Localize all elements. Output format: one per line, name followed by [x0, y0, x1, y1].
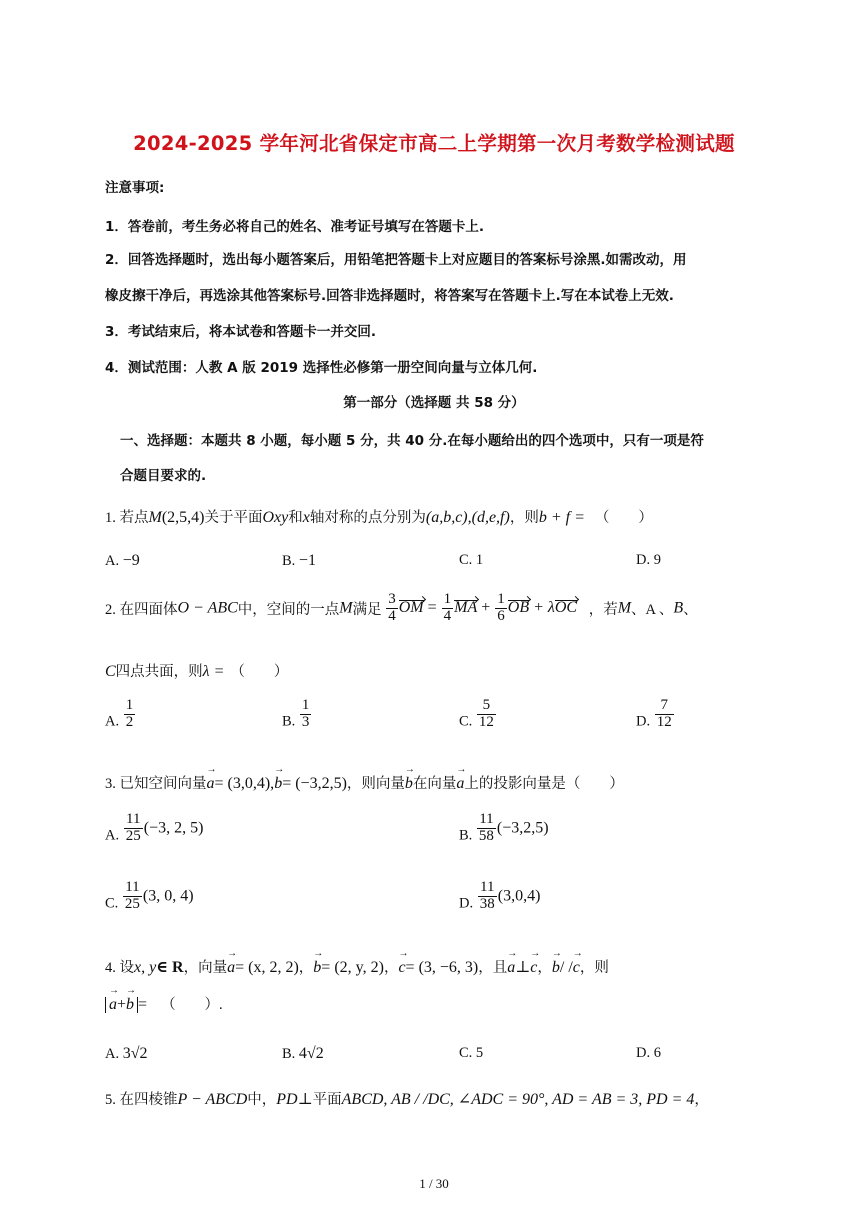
- q1-text: 1. 若点: [105, 510, 149, 526]
- numerator: 11: [477, 812, 496, 829]
- vector-a: → a: [507, 959, 515, 977]
- q1-text: （ ）: [594, 510, 653, 526]
- option-value: −1: [298, 552, 316, 569]
- q4-option-b[interactable]: [282, 1045, 324, 1063]
- q4-text: （ ）.: [161, 997, 223, 1013]
- denominator: 4: [388, 607, 396, 624]
- option-label: C.: [459, 552, 473, 568]
- q3-option-a[interactable]: [105, 812, 203, 845]
- q4-option-d[interactable]: [636, 1045, 661, 1062]
- q4-text: ，则: [579, 960, 609, 976]
- option-label: D.: [636, 1045, 651, 1061]
- section-instruction-cont: 合题目要求的.: [120, 468, 207, 484]
- vector-oc: OC: [554, 598, 578, 616]
- q1-math: M: [148, 509, 162, 526]
- q2-text: 四点共面，则: [115, 664, 203, 680]
- q2-math: O − ABC: [177, 599, 238, 617]
- q2-math: M: [339, 599, 353, 617]
- notice-item-1: 1．答卷前，考生务必将自己的姓名、准考证号填写在答题卡上.: [105, 219, 485, 235]
- q4-math: ∈ R: [156, 959, 184, 976]
- q2-option-c[interactable]: [459, 698, 497, 731]
- question-4-cont: [105, 993, 223, 1014]
- plus-lambda: + λ: [533, 598, 555, 616]
- denominator: 12: [656, 713, 672, 730]
- equals-sign: =: [138, 996, 148, 1013]
- q5-math: ABCD, AB / /DC, ∠ADC = 90°, AD = AB = 3, PD = 4: [341, 1091, 695, 1108]
- notice-heading: 注意事项:: [105, 180, 165, 196]
- q5-text: 5. 在四棱锥: [105, 1092, 178, 1108]
- option-value: (3,0,4): [497, 887, 541, 905]
- q4-text: ，: [537, 960, 552, 976]
- numerator: 1: [125, 697, 134, 713]
- q2-text: 2. 在四面体: [105, 601, 178, 618]
- option-value: (3, 0, 4): [142, 887, 194, 905]
- abs-value: [105, 997, 138, 1013]
- q1-option-c[interactable]: [459, 552, 483, 569]
- q2-math: M: [617, 599, 632, 617]
- equals-sign: =: [427, 598, 437, 616]
- q4-option-a[interactable]: [105, 1045, 148, 1063]
- q2-text: （ ）: [230, 664, 289, 680]
- q2-text: ，若: [588, 601, 618, 618]
- q1-math: (2,5,4): [161, 509, 205, 526]
- q5-text: ，: [694, 1092, 709, 1108]
- option-fraction: [655, 698, 674, 731]
- question-2-cont: [105, 660, 288, 681]
- option-label: B.: [282, 713, 296, 730]
- question-5: [105, 1088, 709, 1109]
- option-label: D.: [459, 895, 474, 912]
- option-value: 4√2: [298, 1045, 324, 1062]
- numerator: 1: [301, 697, 310, 713]
- option-value: −9: [122, 552, 140, 569]
- fraction: [386, 592, 398, 625]
- denominator: 6: [497, 607, 505, 624]
- option-value: 3√2: [122, 1045, 148, 1062]
- part-heading: 第一部分（选择题 共 58 分）: [343, 395, 525, 411]
- plus-sign: +: [481, 598, 491, 616]
- q1-text: 和: [288, 510, 303, 526]
- option-label: D.: [636, 713, 651, 730]
- denominator: 3: [301, 713, 310, 730]
- numerator: 3: [388, 591, 396, 607]
- option-label: B.: [282, 1046, 296, 1062]
- vector-b: → b: [126, 996, 134, 1014]
- q3-text: 3. 已知空间向量: [105, 776, 207, 792]
- parallel-symbol: / /: [559, 959, 573, 976]
- option-fraction: [123, 880, 142, 913]
- option-value: 5: [475, 1045, 484, 1061]
- q4-math: = (2, y, 2): [321, 959, 384, 976]
- option-fraction: [124, 698, 136, 731]
- q1-text: ，则: [509, 510, 539, 526]
- vector-a: → a: [227, 959, 235, 977]
- vector-a: → a: [456, 775, 464, 793]
- option-fraction: [124, 812, 143, 845]
- perp-symbol: ⊥: [297, 1091, 313, 1108]
- vector-c: → c: [530, 959, 537, 977]
- q4-option-c[interactable]: [459, 1045, 483, 1062]
- q4-text: ，: [298, 960, 314, 976]
- q3-option-d[interactable]: [459, 880, 540, 913]
- q3-option-c[interactable]: [105, 880, 194, 913]
- q3-text: 上的投影向量是（ ）: [464, 776, 624, 792]
- section-instruction: 一、选择题：本题共 8 小题，每小题 5 分，共 40 分.在每小题给出的四个选项中，只有一项是符: [120, 433, 704, 449]
- fraction: [442, 592, 454, 625]
- vector-c: → c: [573, 959, 580, 977]
- q1-math: (a,b,c),(d,e,f): [425, 509, 510, 526]
- question-2: [105, 592, 698, 625]
- q2-text: 满足: [352, 601, 382, 618]
- vector-b: → b: [313, 959, 321, 977]
- vector-a: → a: [109, 996, 117, 1014]
- option-label: A.: [105, 553, 120, 569]
- q2-equation: [385, 592, 577, 625]
- q2-text: 、A 、: [631, 601, 674, 618]
- vector-b: → b: [405, 775, 413, 793]
- perp-symbol: ⊥: [515, 959, 531, 976]
- question-4: [105, 956, 609, 977]
- q3-text: 在向量: [412, 776, 457, 792]
- q3-option-b[interactable]: [459, 812, 549, 845]
- vector-b: → b: [274, 775, 282, 793]
- option-label: B.: [282, 553, 296, 569]
- vector-om: OM: [398, 598, 424, 616]
- q4-text: 4. 设: [105, 960, 134, 976]
- notice-item-2: 2．回答选择题时，选出每小题答案后，用铅笔把答题卡上对应题目的答案标号涂黑.如需改动，用: [105, 252, 687, 268]
- q2-math: λ =: [202, 663, 225, 680]
- option-fraction: [478, 880, 497, 913]
- q4-text: ，且: [478, 960, 508, 976]
- notice-item-3: 3．考试结束后，将本试卷和答题卡一并交回.: [105, 324, 377, 340]
- q2-text: 中，空间的一点: [237, 601, 340, 618]
- notice-item-4: 4．测试范围：人教 A 版 2019 选择性必修第一册空间向量与立体几何.: [105, 360, 538, 376]
- q1-option-b[interactable]: [282, 552, 316, 570]
- numerator: 11: [124, 812, 143, 829]
- q5-text: 平面: [312, 1092, 342, 1108]
- q1-option-d[interactable]: [636, 552, 661, 569]
- page-title: 2024-2025 学年河北省保定市高二上学期第一次月考数学检测试题: [133, 132, 735, 155]
- option-label: D.: [636, 552, 651, 568]
- q4-text: ，向量: [183, 960, 228, 976]
- option-label: A.: [105, 827, 120, 844]
- denominator: 25: [124, 895, 140, 912]
- numerator: 11: [123, 880, 142, 897]
- numerator: 1: [497, 591, 505, 607]
- q4-math: x, y: [134, 959, 157, 976]
- q5-text: 中，: [247, 1092, 277, 1108]
- q2-text: 、: [683, 601, 698, 618]
- numerator: 11: [478, 880, 497, 897]
- option-label: C.: [105, 895, 119, 912]
- option-value: 9: [653, 552, 661, 568]
- denominator: 58: [478, 827, 494, 844]
- option-fraction: [477, 698, 496, 731]
- option-label: A.: [105, 713, 120, 730]
- q4-math: = (3, −6, 3): [405, 959, 479, 976]
- numerator: 1: [443, 591, 452, 607]
- question-3: [105, 772, 624, 793]
- option-label: B.: [459, 827, 473, 844]
- vector-ma: MA: [454, 598, 478, 616]
- q2-option-d[interactable]: [636, 698, 675, 731]
- option-fraction: [477, 812, 496, 845]
- q3-math: = (−3,2,5): [282, 775, 347, 792]
- q5-math: PD: [276, 1091, 298, 1108]
- option-value: 1: [475, 552, 484, 568]
- denominator: 4: [443, 607, 452, 624]
- page-number: 1 / 30: [419, 1176, 449, 1191]
- option-fraction: [300, 698, 312, 731]
- option-value: (−3,2,5): [496, 819, 549, 837]
- option-label: C.: [459, 713, 473, 730]
- plus-sign: +: [117, 996, 127, 1013]
- notice-item-2-cont: 橡皮擦干净后，再选涂其他答案标号.回答非选择题时，将答案写在答题卡上.写在本试卷上无效.: [105, 288, 674, 304]
- vector-a: → a: [207, 775, 215, 793]
- q5-math: P − ABCD: [177, 1091, 248, 1108]
- q1-math: Oxy: [262, 509, 289, 526]
- q1-math: b + f =: [538, 509, 585, 526]
- option-label: C.: [459, 1045, 473, 1061]
- numerator: 5: [477, 698, 496, 715]
- q2-math: C: [105, 663, 116, 680]
- option-value: (−3, 2, 5): [143, 819, 204, 837]
- denominator: 2: [125, 713, 134, 730]
- option-value: 6: [653, 1045, 661, 1061]
- vector-b: → b: [552, 959, 560, 977]
- q1-text: 关于平面: [204, 510, 263, 526]
- q2-option-b[interactable]: [282, 698, 312, 731]
- q3-text: ，则向量: [346, 776, 405, 792]
- vector-ob: OB: [507, 598, 530, 616]
- q2-math: B: [673, 599, 684, 617]
- question-1: [105, 506, 653, 527]
- q1-text: 轴对称的点分别为: [309, 510, 426, 526]
- option-label: A.: [105, 1046, 120, 1062]
- numerator: 7: [655, 698, 674, 715]
- denominator: 25: [125, 827, 141, 844]
- q1-math: x: [302, 509, 310, 526]
- q2-option-a[interactable]: [105, 698, 136, 731]
- q4-text: ，: [383, 960, 399, 976]
- q4-math: = (x, 2, 2): [235, 959, 299, 976]
- fraction: [495, 592, 507, 625]
- denominator: 12: [478, 713, 494, 730]
- q3-math: = (3,0,4),: [214, 775, 275, 792]
- vector-c: → c: [398, 959, 405, 977]
- q1-option-a[interactable]: [105, 552, 140, 570]
- denominator: 38: [479, 895, 495, 912]
